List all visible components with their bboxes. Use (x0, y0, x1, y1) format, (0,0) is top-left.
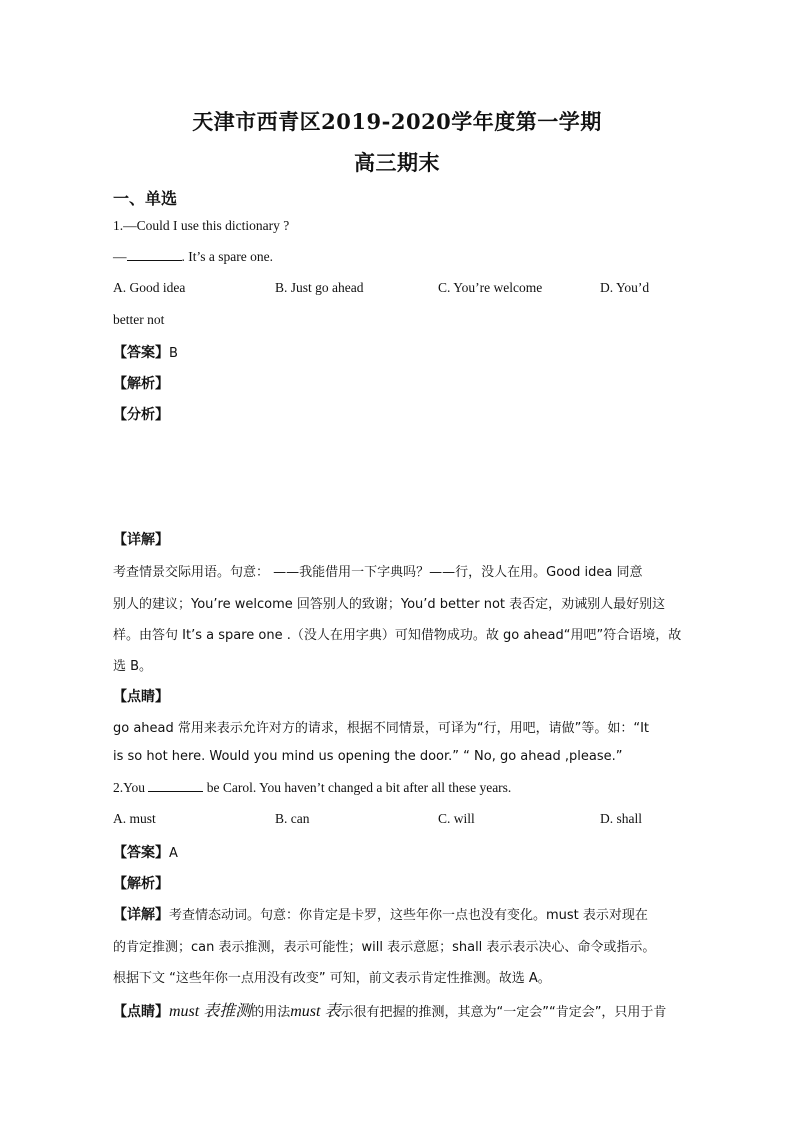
q1-option-a: A. Good idea (113, 280, 186, 295)
q1-answer (113, 342, 178, 362)
q2-detail-line: 根据下文 “这些年你一点用没有改变” 可知，前文表示肯定性推测。故选 A。 (113, 971, 551, 986)
q2-blank (148, 780, 203, 792)
q2-stem-pre: 2.You (113, 780, 146, 795)
q1-option-b: B. Just go ahead (275, 280, 364, 295)
q2-tip-rest: 示很有把握的推测，其意为“一定会”“肯定会”，只用于肯 (340, 1005, 667, 1020)
q2-answer-value: A (169, 846, 178, 861)
q2-option-a: A. must (113, 811, 156, 826)
q2-detail-label: 【详解】 (113, 907, 169, 923)
q2-detail-first (113, 904, 648, 924)
q2-analysis-label: 【解析】 (113, 876, 169, 892)
q2-answer (113, 842, 178, 862)
q2-stem (113, 780, 511, 796)
q2-tip-label: 【点睛】 (113, 1004, 169, 1020)
q2-answer-label: 【答案】 (113, 845, 169, 861)
q2-detail-line: 考查情态动词。句意：你肯定是卡罗，这些年你一点也没有变化。must 表示对现在 (169, 908, 648, 923)
q1-analysis-label: 【解析】 (113, 376, 169, 392)
q2-detail-line: 的肯定推测；can 表示推测，表示可能性；will 表示意愿；shall 表示表示决心、命令或指示。 (113, 940, 656, 955)
q2-tip-italic: must 表推测 (169, 1003, 252, 1020)
q1-stem-line2 (113, 249, 273, 265)
section-heading: 一、单选 (113, 189, 178, 208)
q1-detail-label: 【详解】 (113, 532, 169, 548)
q1-tip-line: is so hot here. Would you mind us opening the door.” “ No, go ahead ,please.” (113, 749, 623, 764)
q1-answer-label: 【答案】 (113, 345, 169, 361)
q2-tip-mid: 的用法 (251, 1005, 291, 1020)
q1-tip-label: 【点睛】 (113, 689, 169, 705)
q1-option-d-wrap: better not (113, 312, 165, 327)
q1-option-c: C. You’re welcome (438, 280, 543, 295)
q1-detail-line: 考查情景交际用语。句意： ——我能借用一下字典吗？——行，没人在用。Good idea 同意 (113, 565, 643, 580)
q2-tip (113, 998, 666, 1021)
q1-detail-line: 别人的建议；You’re welcome 回答别人的致谢；You’d better not 表否定，劝诫别人最好别这 (113, 597, 666, 612)
q2-stem-rest: be Carol. You haven’t changed a bit after all these years. (206, 780, 512, 795)
q1-stem-rest: . It’s a spare one. (181, 249, 273, 264)
q2-tip-italic2: must 表 (290, 1003, 341, 1020)
page-subtitle: 高三期末 (354, 150, 440, 175)
q1-tip-line: go ahead 常用来表示允许对方的请求，根据不同情景，可译为“行，用吧，请做”等。如：“It (113, 721, 650, 736)
q2-option-d: D. shall (600, 811, 642, 826)
q1-answer-value: B (169, 346, 178, 361)
q1-fenxi-label: 【分析】 (113, 407, 169, 423)
q1-option-d: D. You’d (600, 280, 650, 295)
q2-option-c: C. will (438, 811, 475, 826)
q1-detail-line: 选 B。 (113, 659, 153, 674)
q1-detail-line: 样。由答句 It’s a spare one .（没人在用字典）可知借物成功。故 go ahead“用吧”符合语境，故 (113, 628, 682, 643)
page-title: 天津市西青区2019-2020学年度第一学期 (192, 109, 602, 134)
q2-option-b: B. can (275, 811, 310, 826)
q1-dash: — (113, 249, 127, 264)
q1-blank (127, 249, 182, 261)
q1-stem-line1: 1.—Could I use this dictionary ? (113, 218, 290, 233)
